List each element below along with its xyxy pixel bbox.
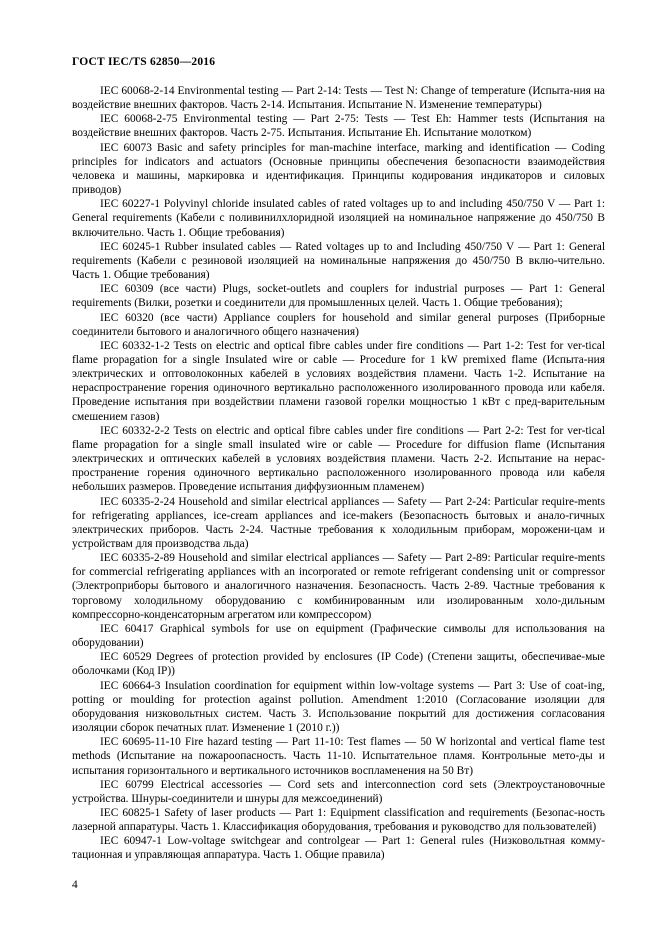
- list-item: IEC 60799 Electrical accessories — Cord sets and interconnection cord sets (Электроустановочные устройства. Шнуры-соединители и шнуры для межсоединений): [72, 778, 605, 805]
- list-item: IEC 60068-2-75 Environmental testing — Part 2-75: Tests — Test Eh: Hammer tests (Испытания на воздействие внешних факторов. Часть 2-75. Испытания. Испытание Eh. Испытание молотком): [72, 113, 605, 140]
- page-header: ГОСТ IEC/TS 62850—2016: [72, 56, 216, 68]
- list-item: IEC 60227-1 Polyvinyl chloride insulated cables of rated voltages up to and including 450/750 V — Part 1: General requirements (Кабели с поливинилхлоридной изоляцией на номинальное напряжение до 450/750 В включительно. Часть 1. Общие требования): [72, 198, 605, 239]
- list-item: IEC 60529 Degrees of protection provided by enclosures (IP Code) (Степени защиты, обеспечивае-мые оболочками (Код IP)): [72, 651, 605, 678]
- list-item: IEC 60335-2-24 Household and similar electrical appliances — Safety — Part 2-24: Particular require-ments for refrigerating appliances, ice-cream appliances and ice-makers (Безопасность бытовых и анало-гичных электрических приборов. Часть 2-24. Частные требования к холодильным приборам, морожени-цам и устройствам для производства льда): [72, 495, 605, 550]
- list-item: IEC 60825-1 Safety of laser products — Part 1: Equipment classification and requirements (Безопас-ность лазерной аппаратуры. Часть 1. Классификация оборудования, требования и руководство для пользователей): [72, 806, 605, 834]
- list-item: IEC 60695-11-10 Fire hazard testing — Part 11-10: Test flames — 50 W horizontal and vertical flame test methods (Испытание на пожароопасность. Часть 11-10. Испытательное пламя. Контрольные мето-ды и испытания горизонтального и вертикального источников воспламенения на 50 Вт): [72, 736, 605, 777]
- list-item: IEC 60309 (все части) Plugs, socket-outlets and couplers for industrial purposes — Part 1: General requirements (Вилки, розетки и соединители для промышленных целей. Часть 1. Общие требования);: [72, 283, 605, 310]
- list-item: IEC 60332-2-2 Tests on electric and optical fibre cables under fire conditions — Part 2-2: Test for ver-tical flame propagation for a single small insulated wire or cable — Procedure for diffusion flame (Испытания электрических и оптических кабелей в условиях воздействия пламени. Часть 2-2. Испытание на нерас-пространение горения одиночного вертикально расположенного изолированного провода или кабеля небольших размеров. Проведение испытания диффузионным пламенем): [72, 424, 605, 494]
- list-item: IEC 60335-2-89 Household and similar electrical appliances — Safety — Part 2-89: Particular require-ments for commercial refrigerating appliances with an incorporated or remote refrigerant condensing unit or compressor (Электроприборы бытового и аналогичного назначения. Безопасность. Часть 2-89. Частные требования к торговому холодильному оборудованию с комбинированным или изолированным холо-дильным компрессорно-конденсаторным агрегатом или компрессором): [72, 552, 605, 621]
- list-item: IEC 60068-2-14 Environmental testing — Part 2-14: Tests — Test N: Change of temperature (Испыта-ния на воздействие внешних факторов. Часть 2-14. Испытания. Испытание N. Изменение температуры): [72, 85, 605, 112]
- list-item: IEC 60245-1 Rubber insulated cables — Rated voltages up to and Including 450/750 V — Part 1: General requirements (Кабели с резиновой изоляцией на номинальные напряжения до 450/750 В вклю-чительно. Часть 1. Общие требования): [72, 240, 605, 282]
- page-number: 4: [72, 879, 78, 891]
- list-item: IEC 60073 Basic and safety principles for man-machine interface, marking and identification — Coding principles for indicators and actuators (Основные принципы обеспечения безопасности взаимодействия человека и машины, маркировка и идентификация. Принципы кодирования индикаторов и силовых приводов): [72, 141, 605, 197]
- list-item: IEC 60947-1 Low-voltage switchgear and controlgear — Part 1: General rules (Низковольтная комму-тационная и управляющая аппаратура. Часть 1. Общие правила): [72, 835, 605, 862]
- standards-reference-list: [72, 84, 605, 863]
- list-item: IEC 60320 (все части) Appliance couplers for household and similar general purposes (Приборные соединители бытового и аналогичного общего назначения): [72, 311, 605, 338]
- list-item: IEC 60417 Graphical symbols for use on equipment (Графические символы для использования на оборудовании): [72, 622, 605, 650]
- list-item: IEC 60664-3 Insulation coordination for equipment within low-voltage systems — Part 3: Use of coat-ing, potting or moulding for protection against pollution. Amendment 1:2010 (Согласование изоляции для оборудования низковольтных систем. Часть 3. Использование покрытий для достижения согласования изоляции сборок печатных плат. Изменение 1 (2010 г.)): [72, 679, 605, 735]
- list-item: IEC 60332-1-2 Tests on electric and optical fibre cables under fire conditions — Part 1-2: Test for ver-tical flame propagation for a single Insulated wire or cable — Procedure for 1 kW premixed flame (Испыта-ния электрических и оптоволоконных кабелей в условиях воздействия пламени. Часть 1-2. Испытание на нераспространение горения одиночного вертикально расположенного изолированного провода или кабеля. Проведение испытания при воздействии пламени газовой горелки мощностью 1 кВт с пред-варительным смешением газов): [72, 339, 605, 423]
